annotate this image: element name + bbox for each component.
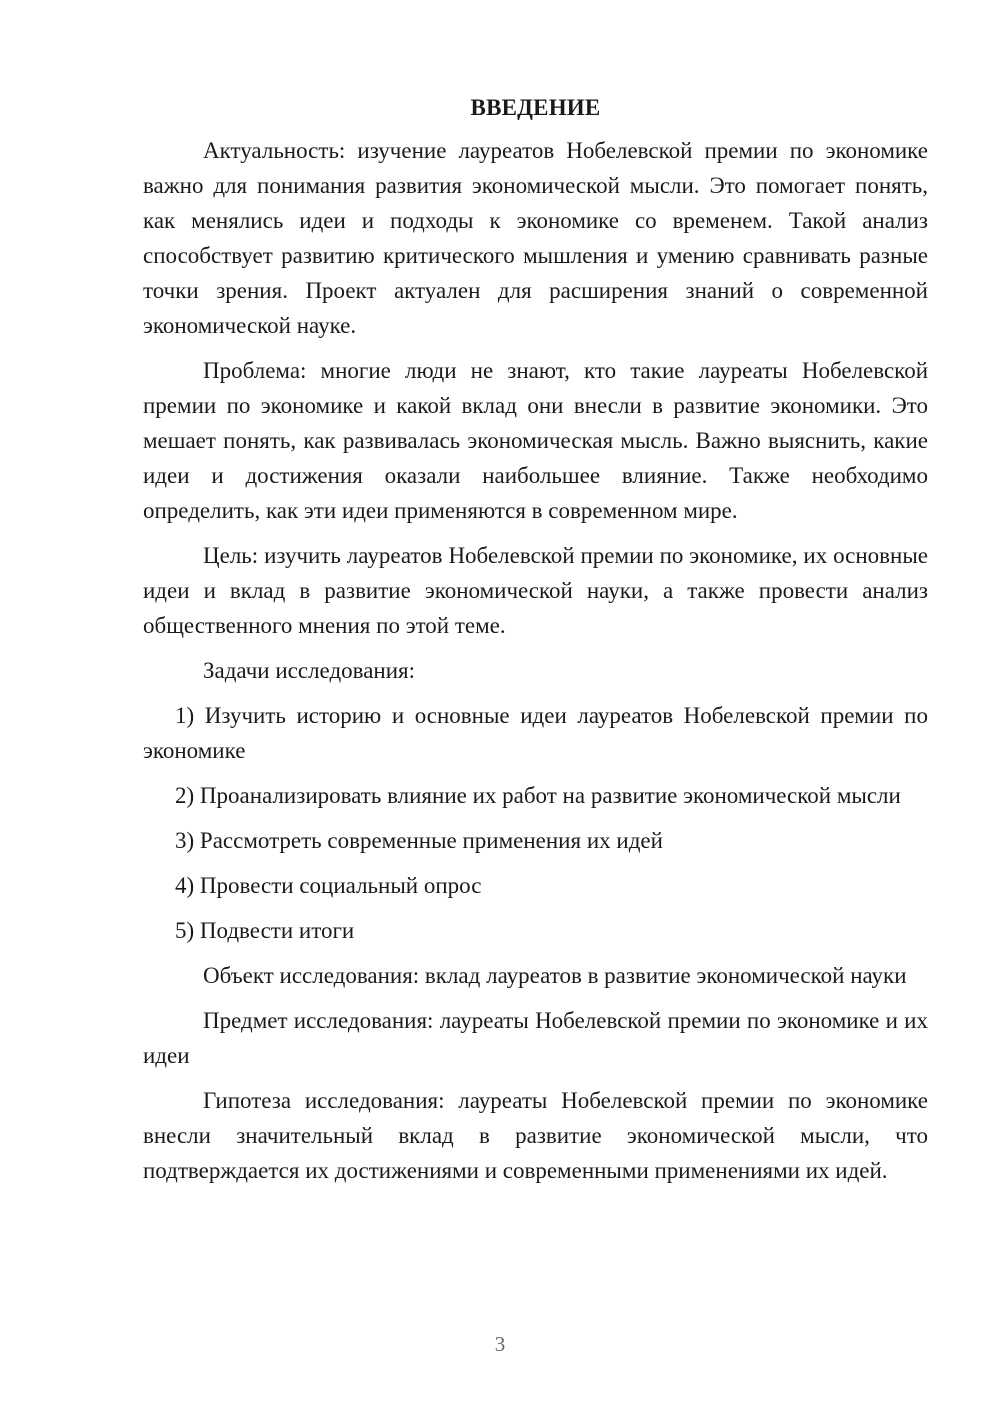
list-item: 2) Проанализировать влияние их работ на развитие экономической мысли bbox=[175, 783, 901, 808]
list-item: 5) Подвести итоги bbox=[175, 918, 355, 943]
list-item: 4) Провести социальный опрос bbox=[175, 873, 482, 898]
object-paragraph: Объект исследования: вклад лауреатов в развитие экономической науки bbox=[203, 963, 907, 988]
hypothesis-paragraph: Гипотеза исследования: лауреаты Нобелевской премии по экономике внесли значительный вклад в развитие экономической мысли, что подтверждается их достижениями и современными применениями их идей. bbox=[143, 1088, 928, 1183]
list-item: 3) Рассмотреть современные применения их идей bbox=[175, 828, 663, 853]
relevance-paragraph: Актуальность: изучение лауреатов Нобелевской премии по экономике важно для понимания развития экономической мысли. Это помогает понять, как менялись идеи и подходы к экономике со временем. Такой анализ способствует развитию критического мышления и умению сравнивать разные точки зрения. Проект актуален для расширения знаний о современной экономической науке. bbox=[143, 138, 928, 338]
tasks-list bbox=[143, 698, 928, 948]
tasks-heading: Задачи исследования: bbox=[203, 658, 416, 683]
page-number: 3 bbox=[494, 1332, 506, 1356]
list-item: 1) Изучить историю и основные идеи лауреатов Нобелевской премии по экономике bbox=[143, 703, 928, 763]
problem-paragraph: Проблема: многие люди не знают, кто такие лауреаты Нобелевской премии по экономике и какой вклад они внесли в развитие экономики. Это мешает понять, как развивалась экономическая мысль. Важно выяснить, какие идеи и достижения оказали наибольшее влияние. Также необходимо определить, как эти идеи применяются в современном мире. bbox=[143, 358, 928, 523]
document-page bbox=[143, 90, 928, 1188]
page-title: ВВЕДЕНИЕ bbox=[470, 95, 601, 120]
goal-paragraph: Цель: изучить лауреатов Нобелевской премии по экономике, их основные идеи и вклад в развитие экономической науки, а также провести анализ общественного мнения по этой теме. bbox=[143, 543, 928, 638]
subject-paragraph: Предмет исследования: лауреаты Нобелевской премии по экономике и их идеи bbox=[143, 1008, 928, 1068]
